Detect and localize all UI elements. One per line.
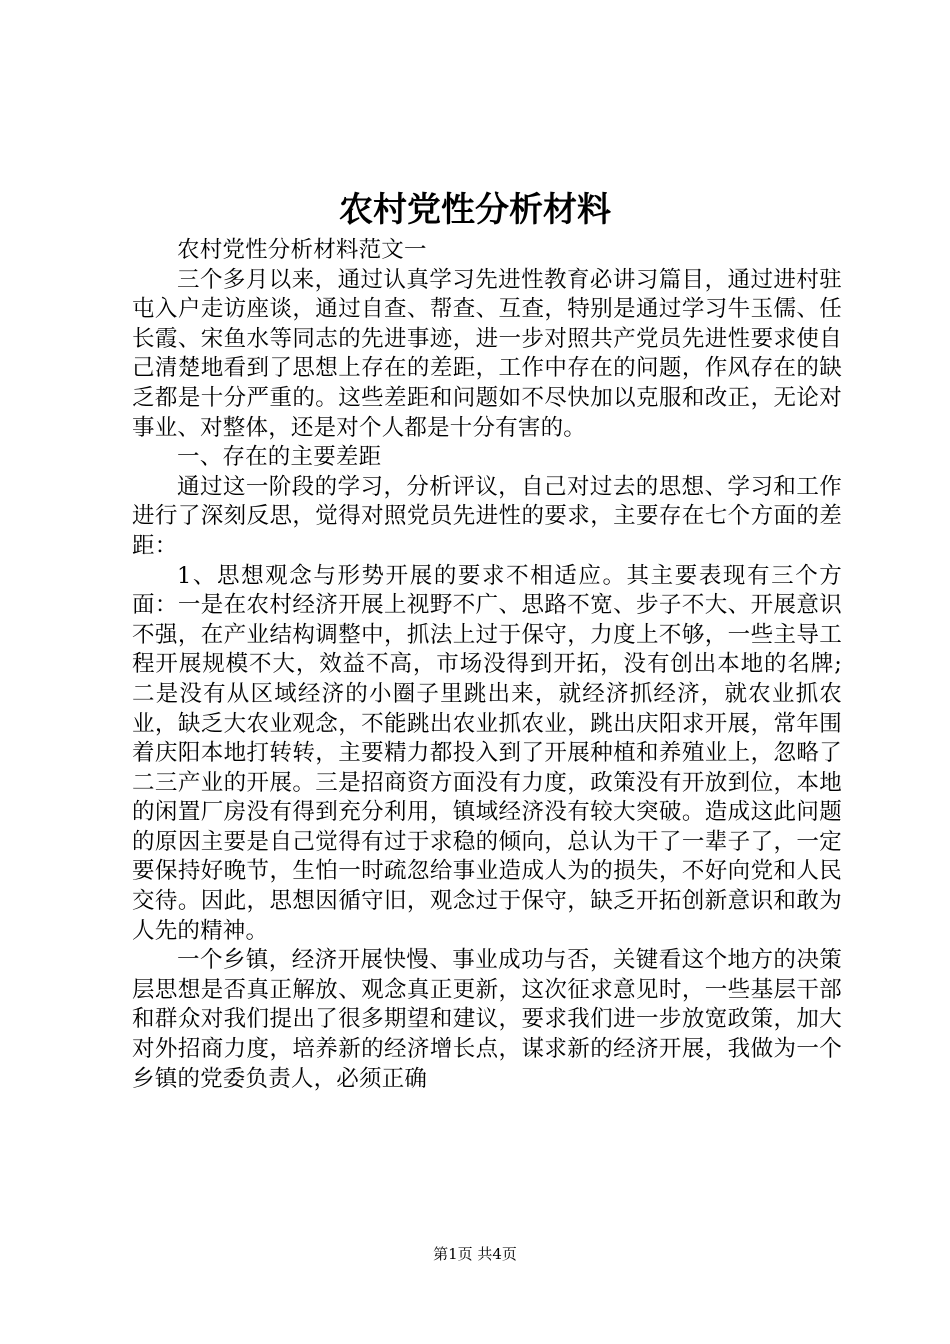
section-heading: 一、存在的主要差距 — [177, 444, 382, 471]
paragraph-discussion: 一个乡镇，经济开展快慢、事业成功与否，关键看这个地方的决策层思想是否真正解放、观念真正更新，这次征求意见时，一些基层干部和群众对我们提出了很多期望和建议，要求我们进一步放宽政策，加大对外招商力度，培养新的经济增长点，谋求新的经济开展，我做为一个乡镇的党委负责人，必须正确 — [132, 947, 842, 1092]
paragraph-intro: 三个多月以来，通过认真学习先进性教育必讲习篇目，通过进村驻屯入户走访座谈，通过自查、帮查、互查，特别是通过学习牛玉儒、任长霞、宋鱼水等同志的先进事迹，进一步对照共产党员先进性要求使自己清楚地看到了思想上存在的差距，工作中存在的问题，作风存在的缺乏都是十分严重的。这些差距和问题如不尽快加以克服和改正，无论对事业、对整体，还是对个人都是十分有害的。 — [132, 266, 842, 441]
page-footer: 第1页 共4页 — [433, 1245, 517, 1263]
document-title: 农村党性分析材料 — [339, 190, 611, 230]
paragraph-point-1: 1、思想观念与形势开展的要求不相适应。其主要表现有三个方面：一是在农村经济开展上视野不广、思路不宽、步子不大、开展意识不强，在产业结构调整中，抓法上过于保守，力度上不够，一些主导工程开展规模不大，效益不高，市场没得到开拓，没有创出本地的名牌;二是没有从区域经济的小圈子里跳出来，就经济抓经济，就农业抓农业，缺乏大农业观念，不能跳出农业抓农业，跳出庆阳求开展，常年围着庆阳本地打转转，主要精力都投入到了开展种植和养殖业上，忽略了二三产业的开展。三是招商资方面没有力度，政策没有开放到位，本地的闲置厂房没有得到充分利用，镇域经济没有较大突破。造成这此问题的原因主要是自己觉得有过于求稳的倾向，总认为干了一辈子了，一定要保持好晚节，生怕一时疏忽给事业造成人为的损失，不好向党和人民交待。因此，思想因循守旧，观念过于保守，缺乏开拓创新意识和敢为人先的精神。 — [132, 562, 842, 944]
paragraph-subtitle: 农村党性分析材料范文一 — [177, 237, 427, 263]
paragraph-overview: 通过这一阶段的学习，分析评议，自己对过去的思想、学习和工作进行了深刻反思，觉得对照党员先进性的要求，主要存在七个方面的差距： — [132, 473, 842, 559]
document-body — [132, 236, 842, 1094]
